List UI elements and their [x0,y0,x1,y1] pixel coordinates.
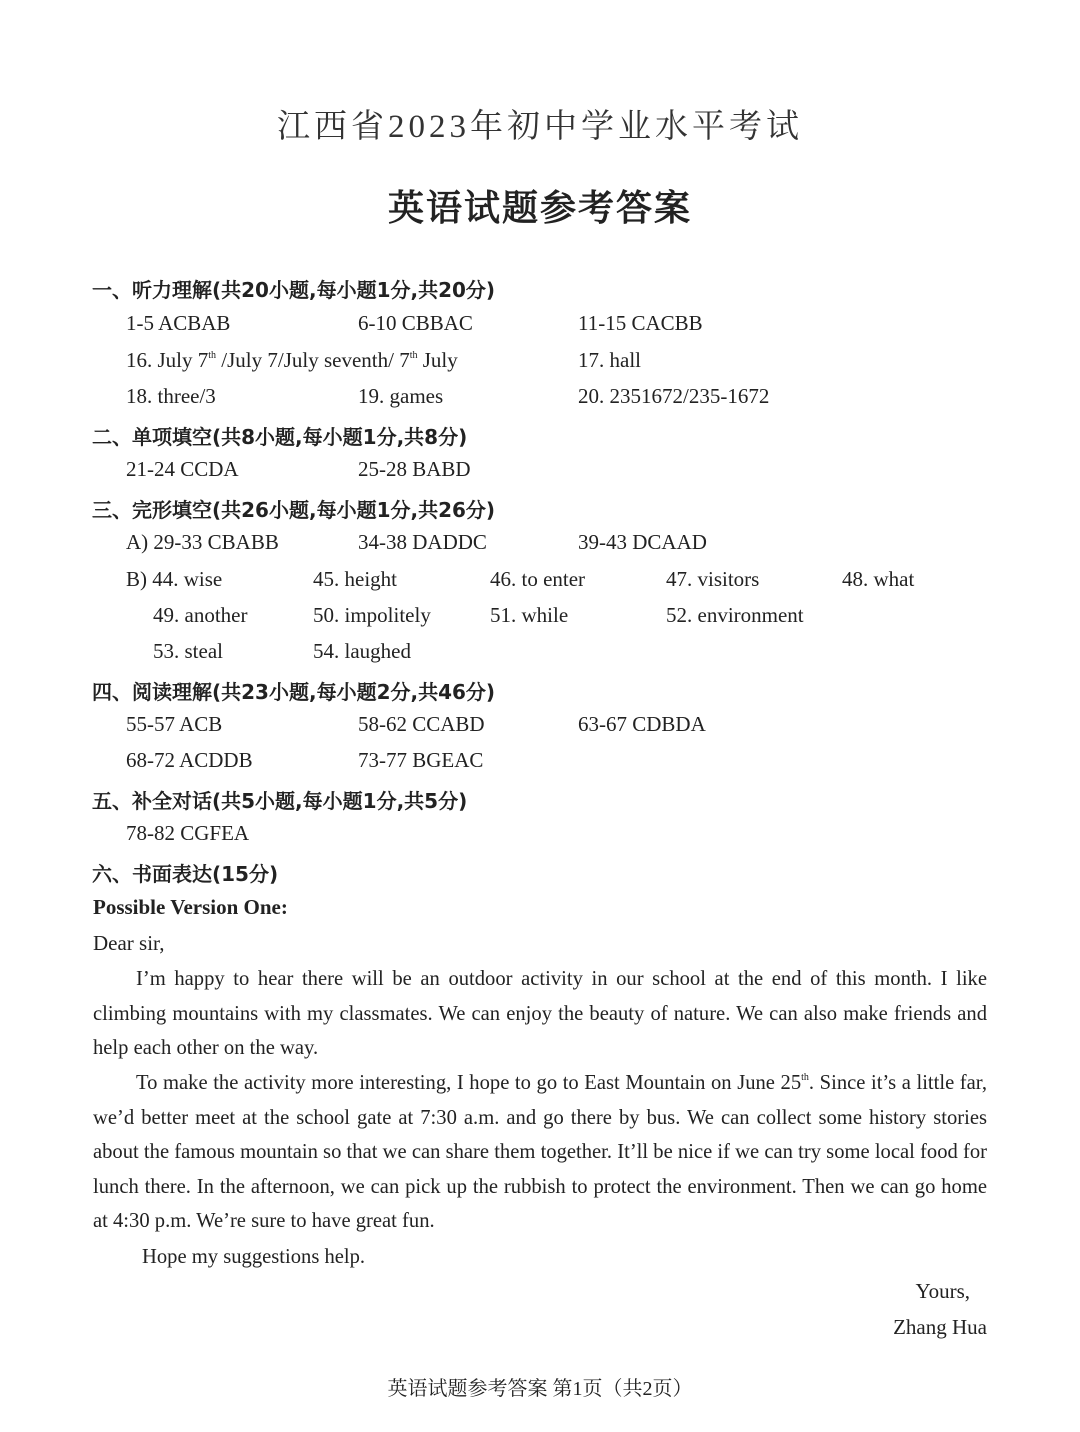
answer-6-10: 6-10 CBBAC [358,311,473,335]
answer-16-sup-2: th [409,350,418,361]
answer-19: 19. games [358,384,444,408]
answer-key-title: 英语试题参考答案 [387,188,692,229]
section-reading-heading: 四、阅读理解(共23小题,每小题2分,共46分) [92,680,496,704]
letter-salutation: Dear sir, [93,931,165,955]
possible-version-label: Possible Version One: [93,895,288,919]
letter-paragraph-2-part-b: . Since it’s a little far, we’d better meet at the school gate at 7:30 a.m. and go there by bus. We can collect some history stories about the famous mountain so that we can share them together. It’ll be nice if we can try some local food for lunch there. In the afternoon, we can pick up the rubbish to protect the environment. Then we can go home at 4:30 p.m. We’re sure to have great fun. [93,1072,987,1233]
answer-16 [126,348,458,373]
answer-78-82: 78-82 CGFEA [126,821,250,845]
answer-49: 49. another [153,603,248,627]
exam-title: 江西省2023年初中学业水平考试 [277,109,803,145]
answer-50: 50. impolitely [313,603,431,627]
answer-29-33: A) 29-33 CBABB [126,530,279,554]
answer-68-72: 68-72 ACDDB [126,748,253,772]
answer-54: 54. laughed [313,639,411,663]
answer-1-5: 1-5 ACBAB [126,311,231,335]
answer-58-62: 58-62 CCABD [358,712,485,736]
letter-paragraph-2 [93,1066,987,1239]
answer-48: 48. what [842,567,915,591]
answer-55-57: 55-57 ACB [126,712,223,736]
letter-paragraph-2-part-a: To make the activity more interesting, I hope to go to East Mountain on June 25 [136,1072,802,1094]
section-listening-heading: 一、听力理解(共20小题,每小题1分,共20分) [92,278,496,302]
letter-paragraph-2-sup: th [801,1072,809,1083]
answer-52: 52. environment [666,603,804,627]
answer-17: 17. hall [578,348,641,372]
answer-39-43: 39-43 DCAAD [578,530,707,554]
answer-25-28: 25-28 BABD [358,457,471,481]
section-single-choice-heading: 二、单项填空(共8小题,每小题1分,共8分) [92,425,468,449]
answer-20: 20. 2351672/235-1672 [578,384,770,408]
answer-45: 45. height [313,567,397,591]
section-writing-heading: 六、书面表达(15分) [92,862,279,886]
section-cloze-heading: 三、完形填空(共26小题,每小题1分,共26分) [92,498,496,522]
answer-46: 46. to enter [490,567,586,591]
section-dialogue-heading: 五、补全对话(共5小题,每小题1分,共5分) [92,789,468,813]
letter-closing: Yours, [915,1279,970,1303]
answer-51: 51. while [490,603,569,627]
answer-16-sup-1: th [208,350,217,361]
answer-47: 47. visitors [666,567,760,591]
page-footer: 英语试题参考答案 第1页（共2页） [387,1378,693,1400]
letter-paragraph-1: I’m happy to hear there will be an outdoor activity in our school at the end of this month. I like climbing mountains with my classmates. We can enjoy the beauty of nature. We can also make friends and help each other on the way. [93,968,987,1060]
answer-34-38: 34-38 DADDC [358,530,487,554]
answer-63-67: 63-67 CDBDA [578,712,706,736]
letter-paragraph-3: Hope my suggestions help. [142,1246,366,1268]
answer-44: B) 44. wise [126,567,223,591]
answer-16-part-c: July [417,348,458,372]
answer-73-77: 73-77 BGEAC [358,748,484,772]
answer-53: 53. steal [153,639,223,663]
answer-16-part-b: /July 7/July seventh/ 7 [216,348,410,372]
answer-11-15: 11-15 CACBB [578,311,703,335]
answer-16-part-a: 16. July 7 [126,348,209,372]
answer-18: 18. three/3 [126,384,216,408]
letter-signature: Zhang Hua [893,1315,987,1339]
answer-21-24: 21-24 CCDA [126,457,239,481]
